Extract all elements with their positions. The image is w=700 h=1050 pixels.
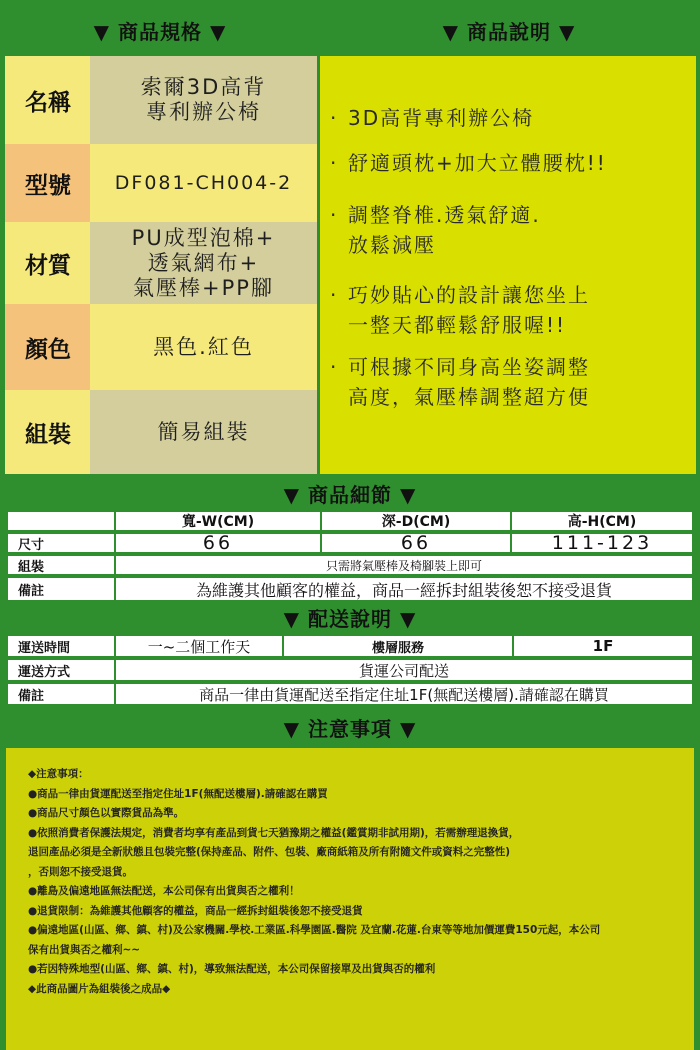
detail-size-label: 尺寸	[6, 532, 116, 554]
notice-border-left	[0, 748, 6, 1050]
spec-assembly-value: 簡易組裝	[90, 390, 317, 474]
spec-name-line-1: 索爾3D高背	[140, 75, 267, 99]
description-bullet-5: · 可根據不同身高坐姿調整 高度，氣壓棒調整超方便	[330, 355, 590, 409]
delivery-floor-value: 1F	[512, 634, 694, 658]
spec-name-line-2: 專利辦公椅	[146, 100, 261, 124]
notice-line: ●依照消費者保護法規定，消費者均享有產品到貨七天猶豫期之權益(鑑賞期非試用期)，若需辦理退換貨，	[28, 826, 520, 839]
detail-note-label: 備註	[6, 576, 116, 602]
notice-line: ●商品尺寸顏色以實際貨品為準。	[28, 807, 185, 819]
detail-width-value: 66	[114, 532, 322, 554]
delivery-time-value: 一~二個工作天	[114, 634, 284, 658]
delivery-note-value: 商品一律由貨運配送至指定住址1F(無配送樓層).請確認在購買	[114, 682, 694, 706]
notice-line: 退回產品必須是全新狀態且包裝完整(保持產品、附件、包裝、廠商紙箱及所有附隨文件或資料之完整性)	[28, 846, 511, 858]
notice-line: ●商品一律由貨運配送至指定住址1F(無配送樓層).請確認在購買	[28, 787, 328, 800]
spec-assembly-label: 組裝	[5, 390, 90, 474]
spec-material-label: 材質	[5, 222, 90, 304]
notice-line: 保有出貨與否之權利~~	[28, 943, 141, 956]
spec-header: ▼ 商品規格 ▼	[93, 19, 227, 44]
description-bullet-4: · 巧妙貼心的設計讓您坐上 一整天都輕鬆舒服喔!!	[330, 283, 590, 337]
notice-list	[28, 765, 688, 999]
notice-line: ●離島及偏遠地區無法配送，本公司保有出貨與否之權利！	[28, 885, 300, 897]
description-bullet-2: · 舒適頭枕+加大立體腰枕!!	[330, 151, 607, 175]
delivery-method-value: 貨運公司配送	[114, 658, 694, 682]
description-header: ▼ 商品說明 ▼	[442, 19, 576, 44]
notice-line: ●偏遠地區(山區、鄉、鎮、村)及公家機關.學校.工業區.科學園區.醫院 及宜蘭.花蓮.台東等等地加價運費150元起，本公司	[28, 924, 601, 936]
delivery-method-label: 運送方式	[6, 658, 116, 682]
delivery-header: ▼ 配送說明 ▼	[0, 602, 700, 632]
detail-col-depth: 深-D(CM)	[320, 510, 512, 532]
notice-header: ▼ 注意事項 ▼	[0, 706, 700, 748]
spec-name-label: 名稱	[5, 56, 90, 144]
delivery-time-label: 運送時間	[6, 634, 116, 658]
notice-line: ，否則恕不接受退貨。	[28, 865, 133, 878]
notice-line: ◆注意事項：	[28, 768, 89, 780]
detail-col-width: 寬-W(CM)	[114, 510, 322, 532]
detail-corner-cell	[6, 510, 116, 532]
notice-line: ●若因特殊地型(山區、鄉、鎮、村)，導致無法配送，本公司保留接單及出貨與否的權利	[28, 963, 436, 975]
spec-material-line-2: 透氣網布+	[147, 250, 260, 275]
detail-height-value: 111-123	[510, 532, 694, 554]
detail-assembly-value: 只需將氣壓棒及椅腳裝上即可	[114, 554, 694, 576]
spec-model-label: 型號	[5, 144, 90, 222]
spec-color-label: 顏色	[5, 304, 90, 390]
spec-model-value: DF081-CH004-2	[90, 144, 317, 222]
notice-line: ◆此商品圖片為組裝後之成品◆	[28, 982, 171, 995]
spec-color-value: 黑色.紅色	[90, 304, 317, 390]
spec-material-value	[90, 222, 317, 304]
delivery-note-label: 備註	[6, 682, 116, 706]
notice-line: ●退貨限制：為維護其他顧客的權益，商品一經拆封組裝後恕不接受退貨	[28, 904, 363, 917]
description-bullet-3: · 調整脊椎.透氣舒適. 放鬆減壓	[330, 203, 541, 257]
description-bullet-1: · 3D高背專利辦公椅	[330, 106, 535, 130]
delivery-floor-label: 樓層服務	[282, 634, 514, 658]
detail-header: ▼ 商品細節 ▼	[0, 478, 700, 508]
detail-depth-value: 66	[320, 532, 512, 554]
spec-material-line-1: PU成型泡棉+	[131, 225, 276, 250]
spec-material-line-3: 氣壓棒+PP腳	[133, 275, 274, 300]
detail-assembly-label: 組裝	[6, 554, 116, 576]
spec-name-value	[90, 56, 317, 144]
detail-col-height: 高-H(CM)	[510, 510, 694, 532]
detail-note-value: 為維護其他顧客的權益，商品一經拆封組裝後恕不接受退貨	[114, 576, 694, 602]
notice-border-right	[694, 748, 700, 1050]
